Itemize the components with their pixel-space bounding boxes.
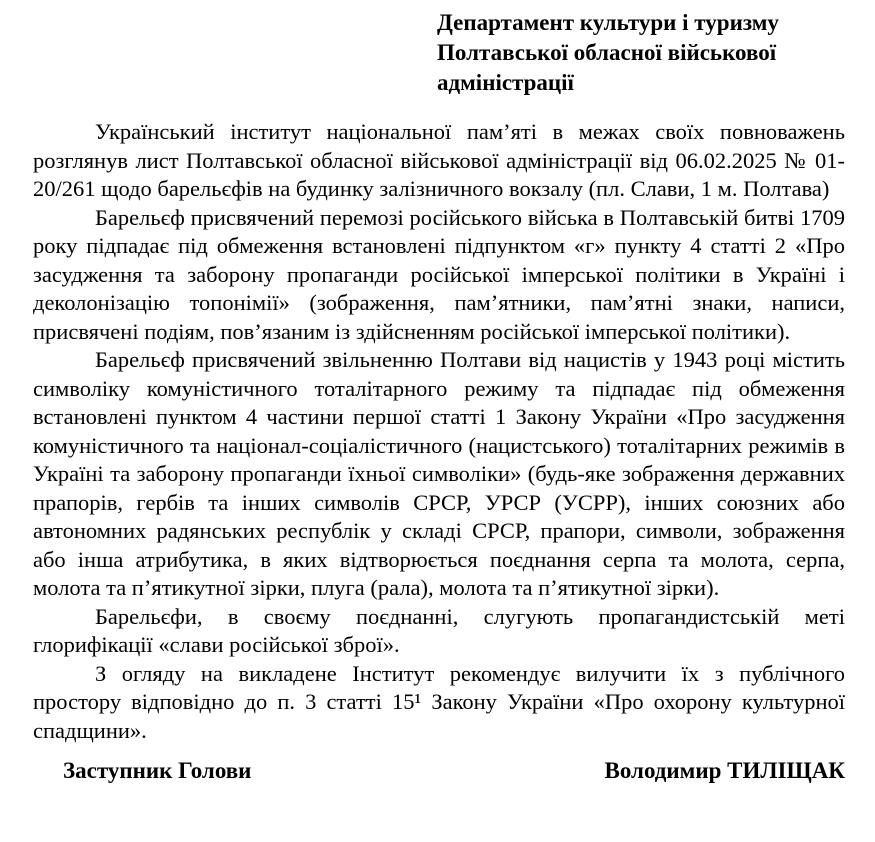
recipient-line-3: адміністрації xyxy=(437,70,574,95)
paragraph-relief-1943: Барельєф присвячений звільненню Полтави від нацистів у 1943 році містить символіку комуністичного тоталітарного режиму та підпадає під обмеження встановлені пунктом 4 частини першої статті 1 Закону України «Про засудження комуністичного та націонал-соціалістичного (нацистського) тоталітарних режимів в Україні та заборону пропаганди їхньої символіки» (будь-яке зображення державних прапорів, гербів та інших символів СРСР, УРСР (УСРР), інших союзних або автономних радянських республік у складі СРСР, прапори, символи, зображення або інша атрибутика, в яких відтворюється поєднання серпа та молота, серпа, молота та п’ятикутної зірки, плуга (рала), молота та п’ятикутної зірки). xyxy=(33,347,845,600)
signature-row xyxy=(33,757,845,785)
paragraph-recommendation: З огляду на викладене Інститут рекомендує вилучити їх з публічного простору відповідно до п. 3 статті 15¹ Закону України «Про охорону культурної спадщини». xyxy=(33,660,845,743)
signature-position: Заступник Голови xyxy=(63,758,252,783)
recipient-block xyxy=(437,8,845,98)
recipient-line-2: Полтавської обласної військової xyxy=(437,40,777,65)
letter-body xyxy=(33,118,845,745)
paragraph-intro: Український інститут національної пам’яті в межах своїх повноважень розглянув лист Полтавської обласної військової адміністрації від 06.02.2025 № 01-20/261 щодо барельєфів на будинку залізничного вокзалу (пл. Слави, 1 м. Полтава) xyxy=(33,119,845,201)
signature-name: Володимир ТИЛІЩАК xyxy=(604,758,845,783)
recipient-line-1: Департамент культури і туризму xyxy=(437,10,779,35)
paragraph-conclusion-propaganda: Барельєфи, в своєму поєднанні, слугують пропагандистській меті глорифікації «слави російської зброї». xyxy=(33,603,845,657)
paragraph-relief-1709: Барельєф присвячений перемозі російського війська в Полтавській битві 1709 року підпадає під обмеження встановлені підпунктом «г» пункту 4 статті 2 «Про засудження та заборону пропаганди російської імперської політики в Україні і деколонізацію топонімії» (зображення, пам’ятники, пам’ятні знаки, написи, присвячені подіям, пов’язаним із здійсненням російської імперської політики). xyxy=(33,204,845,344)
